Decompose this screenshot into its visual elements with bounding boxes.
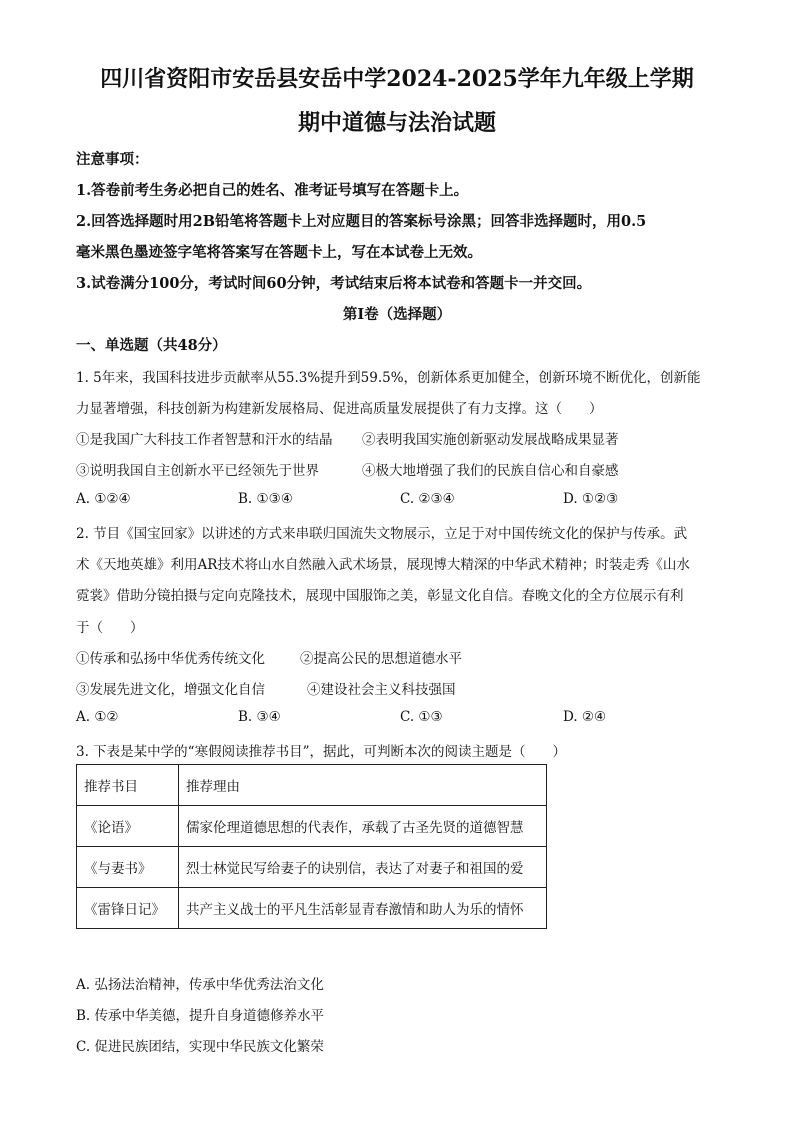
- table-row: [77, 888, 547, 929]
- q3-option-c[interactable]: C. 促进民族团结，实现中华民族文化繁荣: [76, 1039, 324, 1055]
- table-row: [77, 847, 547, 888]
- table-cell-book: 《雷锋日记》: [77, 888, 179, 929]
- q2-stem-line1: 2. 节目《国宝回家》以讲述的方式来串联归国流失文物展示，立足于对中国传统文化的保护与传承。武: [76, 526, 688, 542]
- q2-option-d[interactable]: D. ②④: [563, 709, 607, 725]
- table-header-reason: 推荐理由: [179, 765, 547, 806]
- table-header-row: [77, 765, 547, 806]
- q2-option-a[interactable]: A. ①②: [76, 709, 119, 725]
- q1-stem-line2: 力显著增强，科技创新为构建新发展格局、促进高质量发展提供了有力支撑。这（ ）: [76, 401, 603, 417]
- exam-title-line1: 四川省资阳市安岳县安岳中学2024-2025学年九年级上学期: [100, 66, 694, 92]
- q3-stem: 3. 下表是某中学的“寒假阅读推荐书目”，据此，可判断本次的阅读主题是（ ）: [76, 744, 566, 760]
- notice-item-2-cont: 毫米黑色墨迹签字笔将答案写在答题卡上，写在本试卷上无效。: [76, 244, 482, 261]
- section-title: 一、单选题（共48分）: [76, 337, 227, 354]
- q1-statement-4: ④极大地增强了我们的民族自信心和自豪感: [362, 463, 619, 479]
- table-header-book: 推荐书目: [77, 765, 179, 806]
- part-title: 第Ⅰ卷（选择题）: [342, 306, 452, 323]
- q3-option-a[interactable]: A. 弘扬法治精神，传承中华优秀法治文化: [76, 977, 324, 993]
- q3-option-b[interactable]: B. 传承中华美德，提升自身道德修养水平: [76, 1008, 325, 1024]
- q2-stem-line2: 术《天地英雄》利用AR技术将山水自然融入武术场景，展现博大精深的中华武术精神；时装走秀《山水: [76, 557, 690, 573]
- q2-option-b[interactable]: B. ③④: [238, 709, 281, 725]
- q1-option-b[interactable]: B. ①③④: [238, 491, 293, 507]
- table-row: [77, 806, 547, 847]
- table-cell-reason: 共产主义战士的平凡生活彰显青春激情和助人为乐的情怀: [179, 888, 547, 929]
- table-cell-book: 《论语》: [77, 806, 179, 847]
- q2-statement-2: ②提高公民的思想道德水平: [300, 651, 462, 667]
- q2-stem-line4: 于（ ）: [76, 620, 144, 636]
- q2-stem-line3: 霓裳》借助分镜拍摄与定向克隆技术，展现中国服饰之美，彰显文化自信。春晚文化的全方位展示有利: [76, 588, 684, 604]
- q1-statement-1: ①是我国广大科技工作者智慧和汗水的结晶: [76, 432, 333, 448]
- notice-item-1: 1.答卷前考生务必把自己的姓名、准考证号填写在答题卡上。: [76, 182, 469, 199]
- q1-statement-2: ②表明我国实施创新驱动发展战略成果显著: [362, 432, 619, 448]
- q1-option-d[interactable]: D. ①②③: [563, 491, 619, 507]
- exam-title-line2: 期中道德与法治试题: [297, 110, 496, 136]
- q2-statement-3: ③发展先进文化，增强文化自信: [76, 682, 265, 698]
- q2-option-c[interactable]: C. ①③: [400, 709, 443, 725]
- table-cell-reason: 儒家伦理道德思想的代表作，承载了古圣先贤的道德智慧: [179, 806, 547, 847]
- table-cell-book: 《与妻书》: [77, 847, 179, 888]
- q1-option-a[interactable]: A. ①②④: [76, 491, 131, 507]
- table-cell-reason: 烈士林觉民写给妻子的诀别信，表达了对妻子和祖国的爱: [179, 847, 547, 888]
- q2-statement-4: ④建设社会主义科技强国: [307, 682, 456, 698]
- notice-item-3: 3.试卷满分100分，考试时间60分钟，考试结束后将本试卷和答题卡一并交回。: [76, 275, 592, 292]
- q1-option-c[interactable]: C. ②③④: [400, 491, 455, 507]
- q2-statement-1: ①传承和弘扬中华优秀传统文化: [76, 651, 265, 667]
- reading-recommendation-table: [76, 764, 547, 929]
- notice-item-2: 2.回答选择题时用2B铅笔将答题卡上对应题目的答案标号涂黑；回答非选择题时，用0.5: [76, 213, 647, 230]
- q1-statement-3: ③说明我国自主创新水平已经领先于世界: [76, 463, 319, 479]
- q1-stem-line1: 1. 5年来，我国科技进步贡献率从55.3%提升到59.5%，创新体系更加健全，创新环境不断优化，创新能: [76, 370, 701, 386]
- notice-heading: 注意事项：: [76, 151, 149, 168]
